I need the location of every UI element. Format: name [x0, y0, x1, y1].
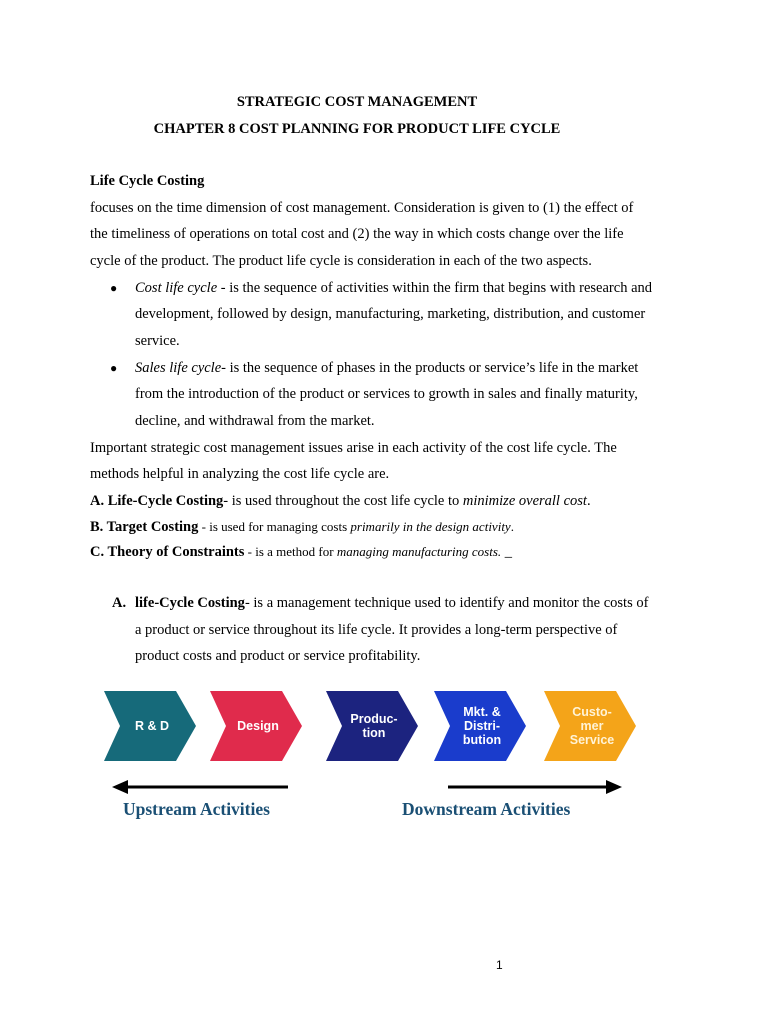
stage-label: mer	[580, 719, 604, 733]
chapter-title: CHAPTER 8 COST PLANNING FOR PRODUCT LIFE CYCLE	[153, 121, 561, 137]
bullet-text: decline, and withdrawal from the market.	[135, 413, 375, 429]
stage-label: Mkt. &	[463, 705, 501, 719]
stage-label: tion	[362, 726, 386, 740]
section-heading: Life Cycle Costing	[90, 173, 205, 189]
method-tail: _	[501, 544, 513, 560]
upstream-label: Upstream Activities	[123, 799, 270, 819]
intro-line: focuses on the time dimension of cost management. Consideration is given to (1) the effect of	[90, 200, 634, 216]
method-label: B. Target Costing	[90, 519, 199, 535]
cost-life-cycle-diagram	[98, 683, 650, 825]
issues-line: methods helpful in analyzing the cost life cycle are.	[90, 466, 390, 482]
bullet-text: - is the sequence of activities within the firm that begins with research and	[217, 280, 653, 296]
method-label: C. Theory of Constraints	[90, 544, 245, 560]
method-tail: .	[510, 519, 514, 534]
intro-line: the timeliness of operations on total cost and (2) the way in which costs change over the life	[90, 226, 624, 242]
method-desc: - is used for managing costs	[198, 519, 351, 534]
bullet-text: development, followed by design, manufacturing, marketing, distribution, and customer	[135, 306, 646, 322]
downstream-label: Downstream Activities	[402, 799, 571, 819]
method-emphasis: managing manufacturing costs.	[336, 544, 502, 559]
stage-label: Produc-	[350, 712, 398, 726]
numbered-text: - is a management technique used to identify and monitor the costs of	[244, 595, 649, 611]
page-number: 1	[496, 958, 503, 972]
method-desc: - is used throughout the cost life cycle to	[223, 493, 463, 509]
document-title: STRATEGIC COST MANAGEMENT	[236, 94, 478, 110]
downstream-arrow-head	[606, 780, 622, 794]
method-life-cycle-costing	[90, 493, 591, 510]
numbered-item-life-cycle-costing	[135, 595, 648, 612]
numbered-text: product costs and product or service profitability.	[135, 648, 421, 664]
bullet-item-sales-life-cycle	[135, 360, 638, 377]
stage-label: Design	[237, 719, 279, 733]
stage-label: R & D	[134, 719, 170, 733]
numbered-term: life-Cycle Costing	[135, 595, 245, 611]
bullet-term: Cost life cycle	[135, 280, 218, 296]
issues-line: Important strategic cost management issues arise in each activity of the cost life cycle. The	[90, 440, 617, 456]
stage-label: bution	[462, 733, 502, 747]
method-emphasis: primarily in the design activity	[350, 519, 511, 534]
method-emphasis: minimize overall cost	[462, 493, 587, 509]
bullet-marker: ●	[110, 281, 118, 295]
method-label: A. Life-Cycle Costing	[90, 493, 224, 509]
numbered-marker: A.	[112, 595, 127, 611]
bullet-item-cost-life-cycle	[135, 280, 652, 297]
stage-label: Service	[569, 733, 615, 747]
bullet-marker: ●	[110, 361, 118, 375]
method-desc: - is a method for	[244, 544, 337, 559]
method-tail: .	[586, 493, 591, 509]
method-theory-of-constraints	[90, 544, 512, 561]
numbered-text: a product or service throughout its life cycle. It provides a long-term perspective of	[135, 622, 618, 638]
bullet-term: Sales life cycle	[135, 360, 222, 376]
stage-label: Distri-	[463, 719, 501, 733]
bullet-text: - is the sequence of phases in the products or service’s life in the market	[221, 360, 639, 376]
stage-label: Custo-	[572, 705, 612, 719]
bullet-text: from the introduction of the product or services to growth in sales and finally maturity,	[135, 386, 638, 402]
intro-line: cycle of the product. The product life cycle is consideration in each of the two aspects.	[90, 253, 592, 269]
bullet-text: service.	[135, 333, 180, 349]
method-target-costing	[90, 519, 514, 536]
upstream-arrow-head	[112, 780, 128, 794]
